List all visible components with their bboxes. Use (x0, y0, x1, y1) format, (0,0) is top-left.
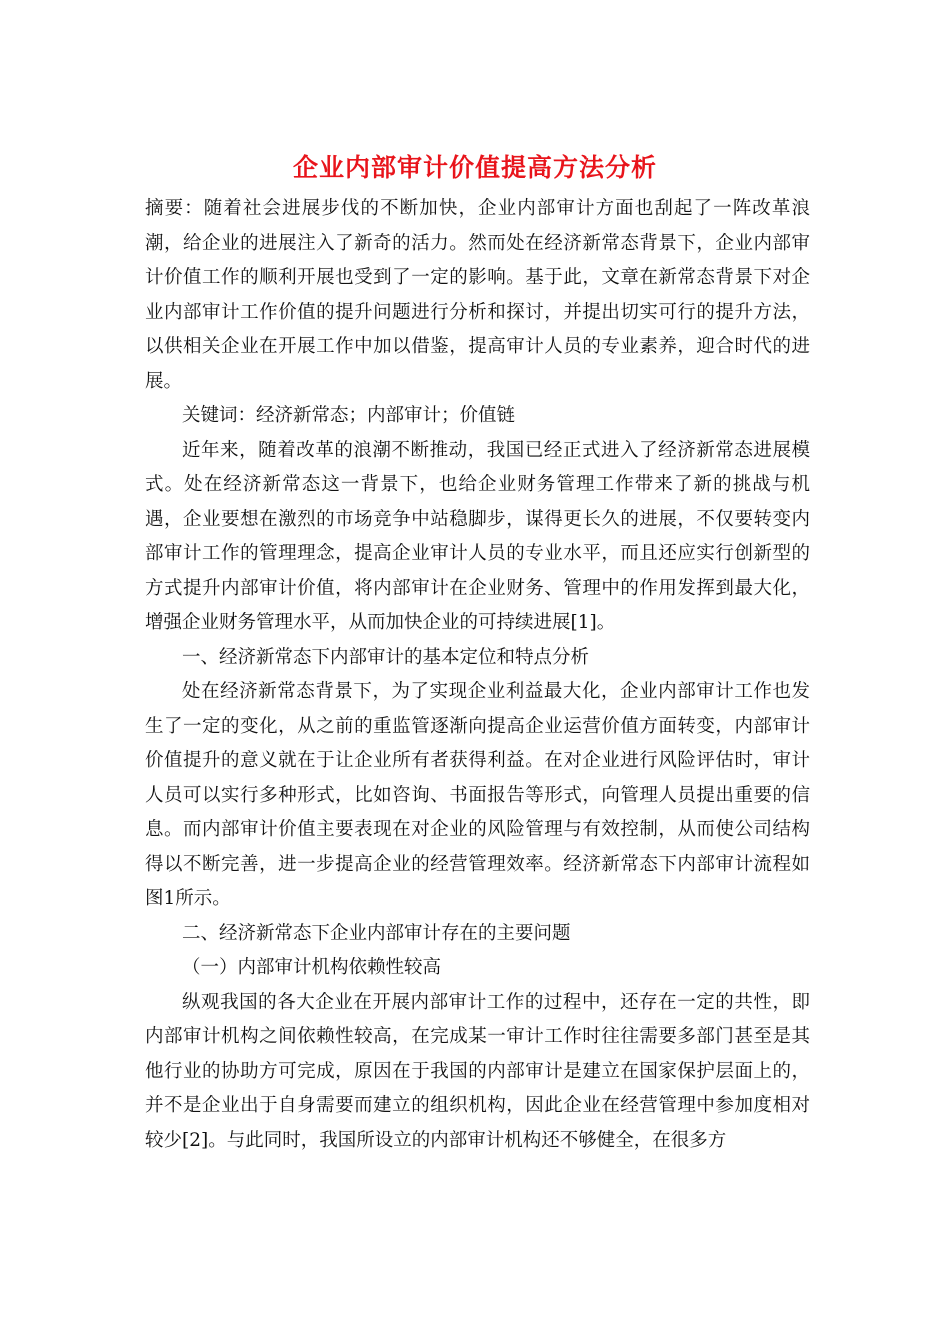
intro-paragraph: 近年来，随着改革的浪潮不断推动，我国已经正式进入了经济新常态进展模式。处在经济新常态这一背景下，也给企业财务管理工作带来了新的挑战与机遇，企业要想在激烈的市场竞争中站稳脚步，谋得更长久的进展，不仅要转变内部审计工作的管理理念，提高企业审计人员的专业水平，而且还应实行创新型的方式提升内部审计价值，将内部审计在企业财务、管理中的作用发挥到最大化，增强企业财务管理水平，从而加快企业的可持续进展[1]。 (145, 439, 810, 633)
abstract-paragraph: 摘要：随着社会进展步伐的不断加快，企业内部审计方面也刮起了一阵改革浪潮，给企业的进展注入了新奇的活力。然而处在经济新常态背景下，企业内部审计价值工作的顺利开展也受到了一定的影响。基于此，文章在新常态背景下对企业内部审计工作价值的提升问题进行分析和探讨，并提出切实可行的提升方法，以供相关企业在开展工作中加以借鉴，提高审计人员的专业素养，迎合时代的进展。 (145, 198, 810, 392)
section-heading-2: 二、经济新常态下企业内部审计存在的主要问题 (182, 922, 571, 944)
keywords-paragraph: 关键词：经济新常态；内部审计；价值链 (182, 405, 516, 426)
document-body (145, 192, 810, 1158)
section-1-paragraph: 处在经济新常态背景下，为了实现企业利益最大化，企业内部审计工作也发生了一定的变化，从之前的重监管逐渐向提高企业运营价值方面转变，内部审计价值提升的意义就在于让企业所有者获得利益。在对企业进行风险评估时，审计人员可以实行多种形式，比如咨询、书面报告等形式，向管理人员提出重要的信息。而内部审计价值主要表现在对企业的风险管理与有效控制，从而使公司结构得以不断完善，进一步提高企业的经营管理效率。经济新常态下内部审计流程如图1所示。 (145, 681, 810, 909)
document-title: 企业内部审计价值提高方法分析 (292, 153, 657, 182)
subsection-heading-2-1: （一）内部审计机构依赖性较高 (182, 957, 442, 978)
section-heading-1: 一、经济新常态下内部审计的基本定位和特点分析 (182, 646, 590, 668)
subsection-2-1-paragraph: 纵观我国的各大企业在开展内部审计工作的过程中，还存在一定的共性，即内部审计机构之间依赖性较高，在完成某一审计工作时往往需要多部门甚至是其他行业的协助方可完成，原因在于我国的内部审计是建立在国家保护层面上的，并不是企业出于自身需要而建立的组织机构，因此企业在经营管理中参加度相对较少[2]。与此同时，我国所设立的内部审计机构还不够健全，在很多方 (145, 991, 810, 1151)
